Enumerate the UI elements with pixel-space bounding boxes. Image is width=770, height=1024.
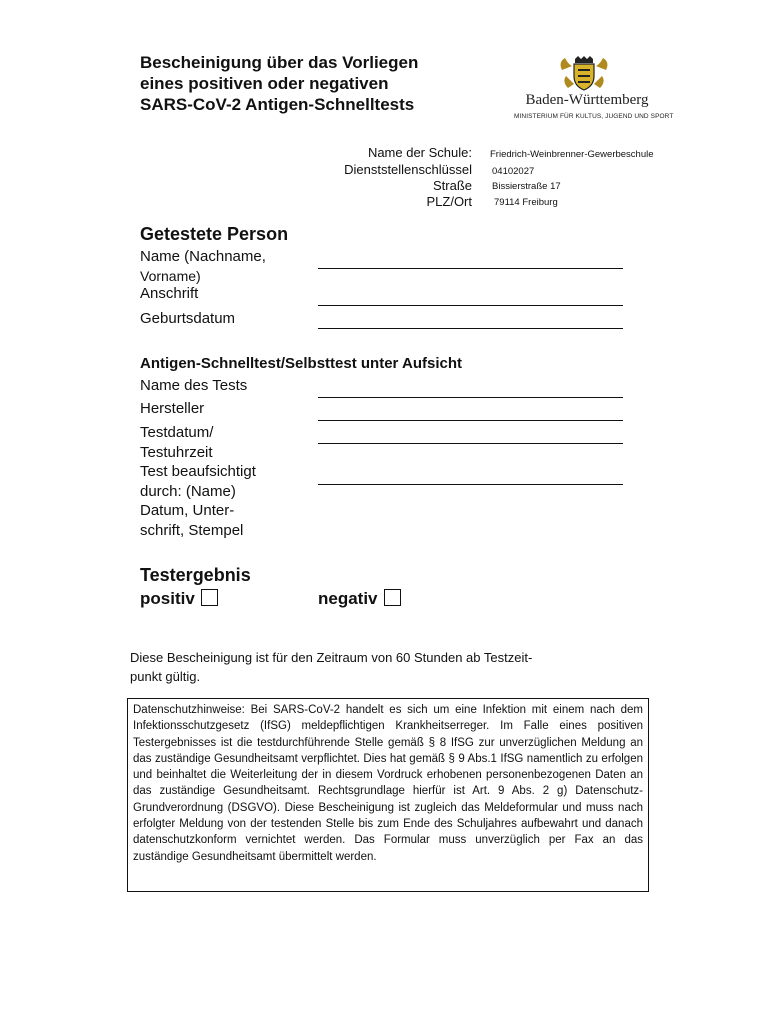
test-datetime-label — [140, 423, 213, 462]
test-datetime-label-line-2: Testuhrzeit — [140, 443, 213, 461]
birthdate-label: Geburtsdatum — [140, 310, 236, 327]
document-title — [140, 52, 418, 115]
address-label: Anschrift — [140, 285, 199, 302]
test-name-label: Name des Tests — [140, 377, 248, 394]
test-name-input-line[interactable] — [318, 397, 623, 398]
supervisor-label-line-1: Test beaufsichtigt — [140, 463, 256, 480]
positive-checkbox[interactable] — [201, 589, 218, 606]
result-heading: Testergebnis — [140, 565, 251, 585]
negative-label: negativ — [318, 589, 378, 608]
office-key-value: 04102027 — [492, 166, 535, 177]
name-label-line-2: Vorname) — [140, 267, 201, 284]
supervisor-label-line-2: durch: (Name) — [140, 482, 236, 500]
supervisor-label-line-3: Datum, Unter- — [140, 502, 235, 519]
name-label — [140, 247, 266, 286]
office-key-label: Dienststellenschlüssel — [344, 162, 472, 177]
positive-option — [140, 589, 218, 609]
birthdate-input-line[interactable] — [318, 328, 623, 329]
negative-checkbox[interactable] — [384, 589, 401, 606]
school-name-value: Friedrich-Weinbrenner-Gewerbeschule — [490, 149, 654, 160]
privacy-notice-text: Datenschutzhinweise: Bei SARS-CoV-2 handelt es sich um eine Infektion mit einem nach dem Infektionsschutzgesetz (IfSG) meldepflichtigen Krankheitserreger. Im Falle eines positiven Testergebnisses ist die testdurchführende Stelle gemäß § 8 IfSG zur unverzüglichen Meldung an das zuständige Gesundheitsamt verpflichtet. Dies hat gemäß § 9 Abs.1 IfSG namentlich zu erfolgen und beinhaltet die Weiterleitung der in diesem Vordruck erhobenen personenbezogenen Daten an das zuständige Gesundheitsamt. Rechtsgrundlage hierfür ist Art. 9 Abs. 2 g) Datenschutz-Grundverordnung (DSGVO). Diese Bescheinigung ist zugleich das Meldeformular und muss nach erfolgter Meldung von der testenden Stelle bis zum Ende des Schuljahres aufbewahrt und danach datenschutzkonform vernichtet werden. Das Formular muss unverzüglich per Fax an das zuständige Gesundheitsamt übermittelt werden. — [133, 704, 643, 863]
validity-line-2: punkt gültig. — [130, 669, 201, 684]
test-heading: Antigen-Schnelltest/Selbsttest unter Aufsicht — [140, 355, 462, 372]
title-line-1: Bescheinigung über das Vorliegen — [140, 53, 419, 72]
validity-note — [130, 648, 650, 686]
manufacturer-label: Hersteller — [140, 400, 205, 417]
school-name-label: Name der Schule: — [367, 145, 472, 160]
name-label-line-1: Name (Nachname, — [140, 248, 266, 265]
street-value: Bissierstraße 17 — [492, 181, 561, 192]
address-input-line[interactable] — [318, 305, 623, 306]
supervisor-label — [140, 462, 256, 540]
supervisor-label-line-4: schrift, Stempel — [140, 521, 244, 539]
title-line-2: eines positiven oder negativen — [140, 74, 389, 93]
test-datetime-label-line-1: Testdatum/ — [140, 424, 214, 441]
street-label: Straße — [432, 178, 472, 193]
zip-city-value: 79114 Freiburg — [494, 197, 558, 208]
logo-ministry: MINISTERIUM FÜR KULTUS, JUGEND UND SPORT — [514, 113, 674, 120]
name-input-line[interactable] — [318, 268, 623, 269]
negative-option — [318, 589, 401, 609]
positive-label: positiv — [140, 589, 195, 608]
validity-line-1: Diese Bescheinigung ist für den Zeitraum von 60 Stunden ab Testzeit- — [130, 650, 533, 665]
state-logo — [512, 56, 672, 124]
test-datetime-input-line[interactable] — [318, 443, 623, 444]
logo-state-name: Baden-Württemberg — [525, 92, 649, 108]
zip-city-label: PLZ/Ort — [426, 194, 472, 209]
person-heading: Getestete Person — [140, 224, 289, 244]
privacy-notice-box — [127, 698, 649, 892]
supervisor-input-line[interactable] — [318, 484, 623, 485]
coat-of-arms-icon — [556, 56, 612, 92]
manufacturer-input-line[interactable] — [318, 420, 623, 421]
title-line-3: SARS-CoV-2 Antigen-Schnelltests — [140, 95, 415, 114]
